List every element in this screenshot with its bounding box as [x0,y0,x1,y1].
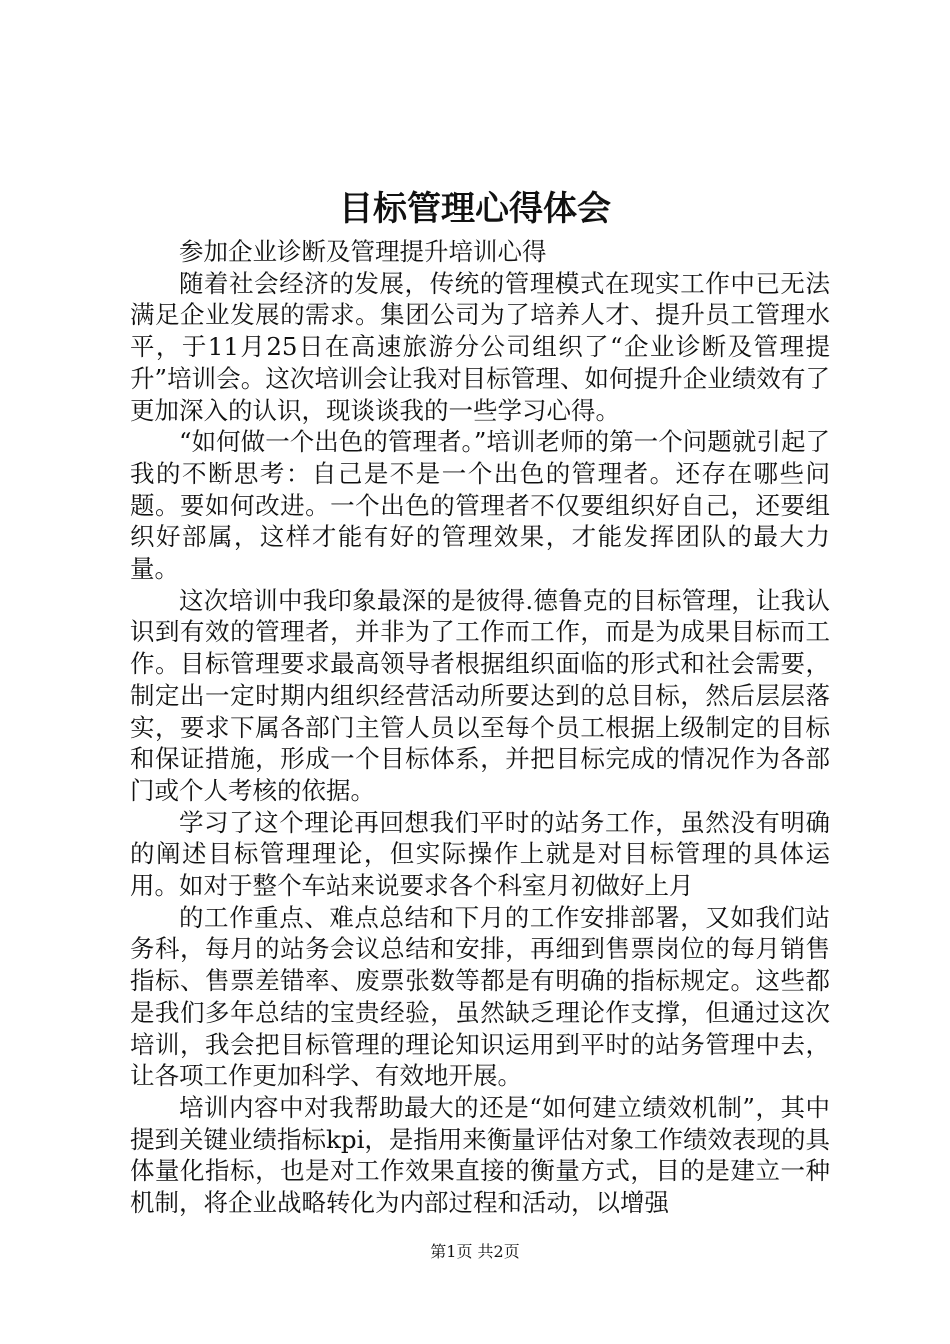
paragraph-4: 学习了这个理论再回想我们平时的站务工作，虽然没有明确的阐述目标管理理论，但实际操作上就是对目标管理的具体运用。如对于整个车站来说要求各个科室月初做好上月 [130,807,830,901]
page-footer [0,1241,950,1263]
page-indicator: 第1页 共2页 [430,1242,520,1261]
paragraph-3: 这次培训中我印象最深的是彼得.德鲁克的目标管理，让我认识到有效的管理者，并非为了工作而工作，而是为成果目标而工作。目标管理要求最高领导者根据组织面临的形式和社会需要，制定出一定时期内组织经营活动所要达到的总目标，然后层层落实，要求下属各部门主管人员以至每个员工根据上级制定的目标和保证措施，形成一个目标体系，并把目标完成的情况作为各部门或个人考核的依据。 [130,585,830,805]
paragraph-5: 的工作重点、难点总结和下月的工作安排部署，又如我们站务科，每月的站务会议总结和安排，再细到售票岗位的每月销售指标、售票差错率、废票张数等都是有明确的指标规定。这些都是我们多年总结的宝贵经验，虽然缺乏理论作支撑，但通过这次培训，我会把目标管理的理论知识运用到平时的站务管理中去，让各项工作更加科学、有效地开展。 [130,902,830,1091]
document-title: 目标管理心得体会 [339,189,611,229]
document-body [130,236,830,1219]
subtitle-line: 参加企业诊断及管理提升培训心得 [179,237,547,266]
paragraph-6: 培训内容中对我帮助最大的还是“如何建立绩效机制”，其中提到关键业绩指标kpi，是指用来衡量评估对象工作绩效表现的具体量化指标，也是对工作效果直接的衡量方式，目的是建立一种机制，将企业战略转化为内部过程和活动，以增强 [130,1092,830,1218]
paragraph-1: 随着社会经济的发展，传统的管理模式在现实工作中已无法满足企业发展的需求。集团公司为了培养人才、提升员工管理水平，于11月25日在高速旅游分公司组织了“企业诊断及管理提升”培训会。这次培训会让我对目标管理、如何提升企业绩效有了更加深入的认识，现谈谈我的一些学习心得。 [130,268,830,425]
paragraph-2: “如何做一个出色的管理者。”培训老师的第一个问题就引起了我的不断思考：自己是不是一个出色的管理者。还存在哪些问题。要如何改进。一个出色的管理者不仅要组织好自己，还要组织好部属，这样才能有好的管理效果，才能发挥团队的最大力量。 [130,427,830,584]
